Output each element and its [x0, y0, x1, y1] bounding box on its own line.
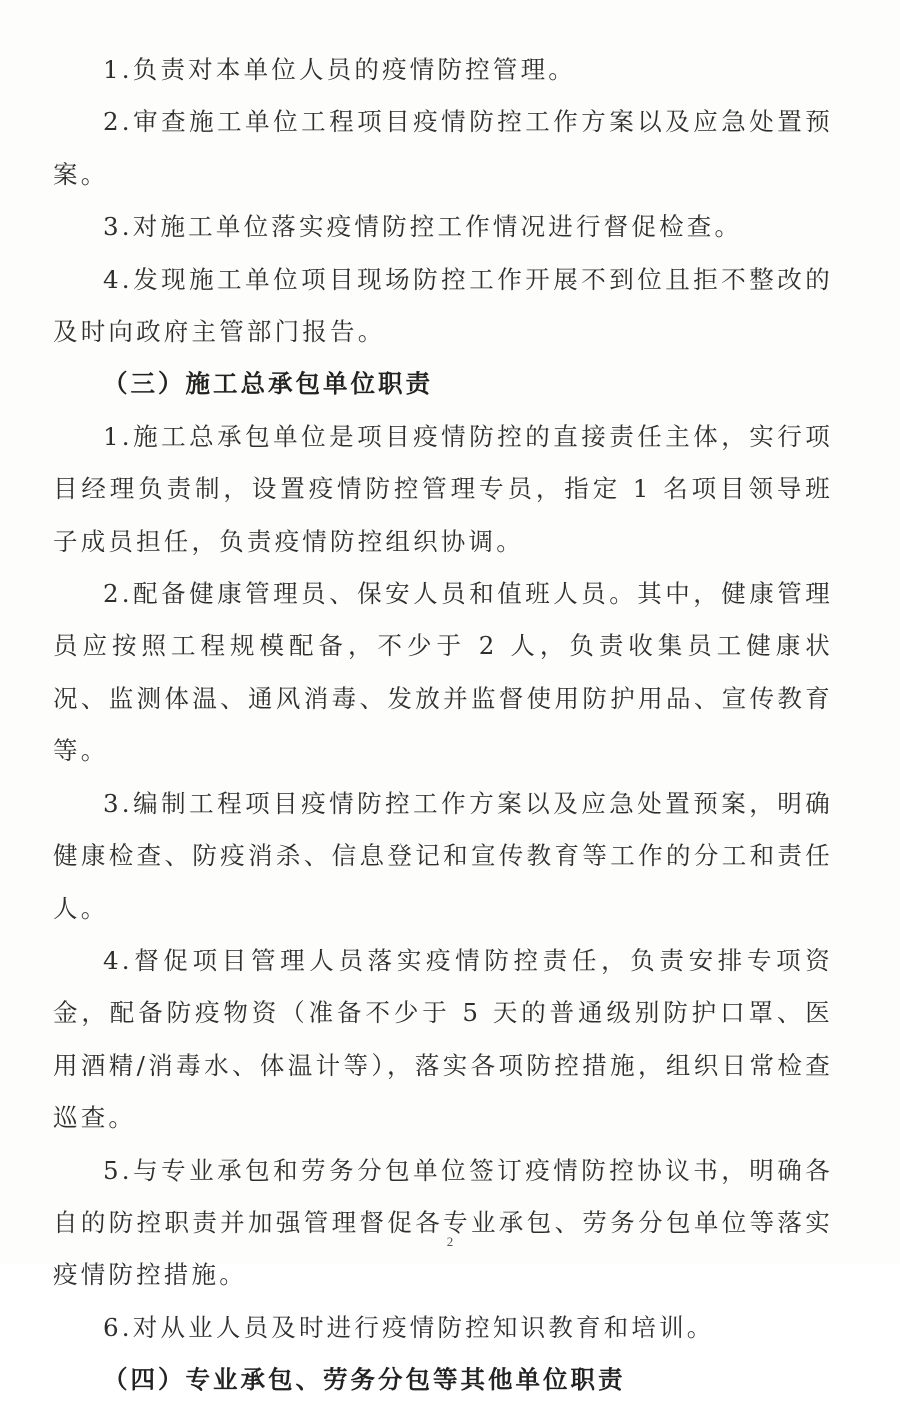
paragraph-item-10: 6.对从业人员及时进行疫情防控知识教育和培训。 [103, 1312, 715, 1342]
section-heading-3: （三）施工总承包单位职责 [103, 369, 433, 399]
document-body [53, 44, 833, 1407]
paragraph-item-4: 4.发现施工单位项目现场防控工作开展不到位且拒不整改的及时向政府主管部门报告。 [53, 264, 833, 347]
paragraph-item-9: 5.与专业承包和劳务分包单位签订疫情防控协议书，明确各自的防控职责并加强管理督促各专业承包、劳务分包单位等落实疫情防控措施。 [53, 1155, 833, 1290]
paragraph-item-5: 1.施工总承包单位是项目疫情防控的直接责任主体，实行项目经理负责制，设置疫情防控管理专员，指定 1 名项目领导班子成员担任，负责疫情防控组织协调。 [53, 421, 833, 556]
paragraph-item-7: 3.编制工程项目疫情防控工作方案以及应急处置预案，明确健康检查、防疫消杀、信息登记和宣传教育等工作的分工和责任人。 [53, 788, 833, 923]
paragraph-item-8: 4.督促项目管理人员落实疫情防控责任，负责安排专项资金，配备防疫物资（准备不少于 5 天的普通级别防护口罩、医用酒精/消毒水、体温计等），落实各项防控措施，组织日常检查巡查。 [53, 945, 833, 1133]
paragraph-item-1: 1.负责对本单位人员的疫情防控管理。 [103, 55, 576, 84]
section-heading-4: （四）专业承包、劳务分包等其他单位职责 [103, 1365, 626, 1395]
page-number: 2 [446, 1234, 454, 1249]
paragraph-item-3: 3.对施工单位落实疫情防控工作情况进行督促检查。 [103, 212, 743, 242]
paragraph-item-6: 2.配备健康管理员、保安人员和值班人员。其中，健康管理员应按照工程规模配备，不少于 2 人，负责收集员工健康状况、监测体温、通风消毒、发放并监督使用防护用品、宣传教育等。 [53, 579, 833, 766]
paragraph-item-2: 2.审查施工单位工程项目疫情防控工作方案以及应急处置预案。 [53, 107, 833, 189]
